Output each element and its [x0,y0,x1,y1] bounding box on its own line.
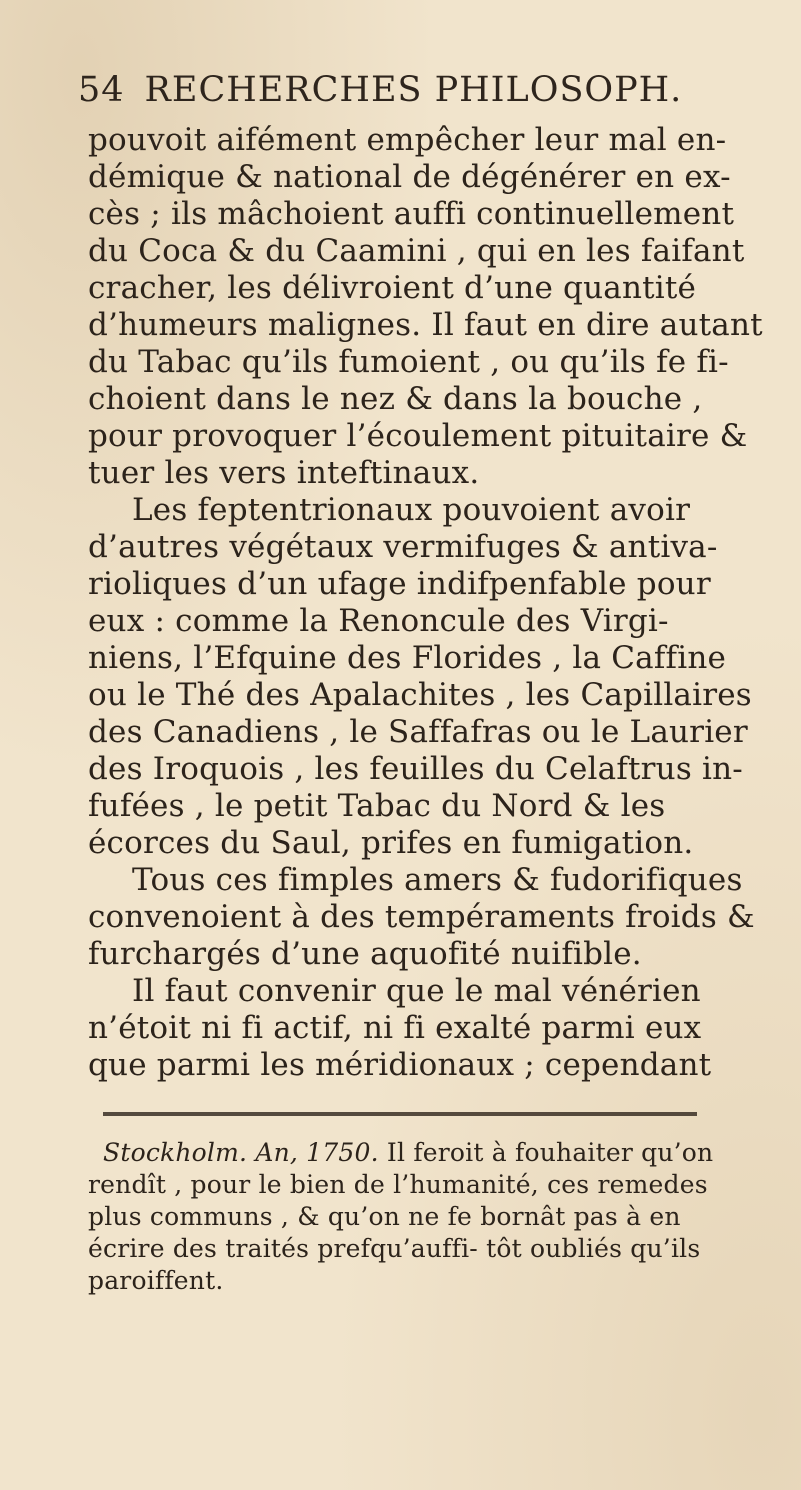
text-line: d’humeurs malignes. Il faut en dire autant [88,307,763,343]
text-line: des Canadiens , le Saffafras ou le Laurier [88,714,748,750]
text-line: des Iroquois , les feuilles du Celaftrus in- [88,751,743,787]
footnote-line [103,1138,713,1167]
text-line: écorces du Saul, prifes en fumigation. [88,825,694,861]
footnote-line: écrire des traités prefqu’auffi- tôt oubliés qu’ils [88,1234,701,1263]
text-line: d’autres végétaux vermifuges & antiva- [88,529,718,565]
footnote-line: rendît , pour le bien de l’humanité, ces remedes [88,1170,708,1199]
text-line: pouvoit aifément empêcher leur mal en- [88,122,727,158]
footnote-place-date: Stockholm. An, 1750. [103,1138,379,1167]
text-line: furchargés d’une aquofité nuifible. [88,936,642,972]
text-line: cracher, les délivroient d’une quantité [88,270,697,306]
text-line: niens, l’Efquine des Florides , la Caffine [88,640,727,676]
text-line: n’étoit ni fi actif, ni fi exalté parmi eux [88,1010,702,1046]
text-line: tuer les vers inteftinaux. [88,455,480,491]
text-line: du Tabac qu’ils fumoient , ou qu’ils fe fi- [88,344,729,380]
footnote-line: paroiffent. [88,1266,224,1295]
text-line: rioliques d’un ufage indifpenfable pour [88,566,711,602]
text-line: Les feptentrionaux pouvoient avoir [132,492,691,528]
text-line: convenoient à des tempéraments froids & [88,899,755,935]
text-line: eux : comme la Renoncule des Virgi- [88,603,669,639]
text-line: Il faut convenir que le mal vénérien [132,973,701,1009]
text-line: fufées , le petit Tabac du Nord & les [88,788,666,824]
text-line: ou le Thé des Apalachites , les Capillaires [88,677,752,713]
text-line: du Coca & du Caamini , qui en les faifant [88,233,745,269]
running-title: RECHERCHES PHILOSOPH. [144,70,683,110]
footnote-text: Il feroit à fouhaiter qu’on [386,1138,714,1167]
page-number: 54 [78,70,125,110]
footnote-line: plus communs , & qu’on ne fe bornât pas à en [88,1202,681,1231]
footnote-rule [103,1112,697,1116]
text-line: que parmi les méridionaux ; cependant [88,1047,712,1083]
text-line: pour provoquer l’écoulement pituitaire & [88,418,748,454]
text-line: démique & national de dégénérer en ex- [88,159,731,195]
text-line: Tous ces fimples amers & fudorifiques [132,862,743,898]
text-line: cès ; ils mâchoient auffi continuellement [88,196,735,232]
text-line: choient dans le nez & dans la bouche , [88,381,703,417]
